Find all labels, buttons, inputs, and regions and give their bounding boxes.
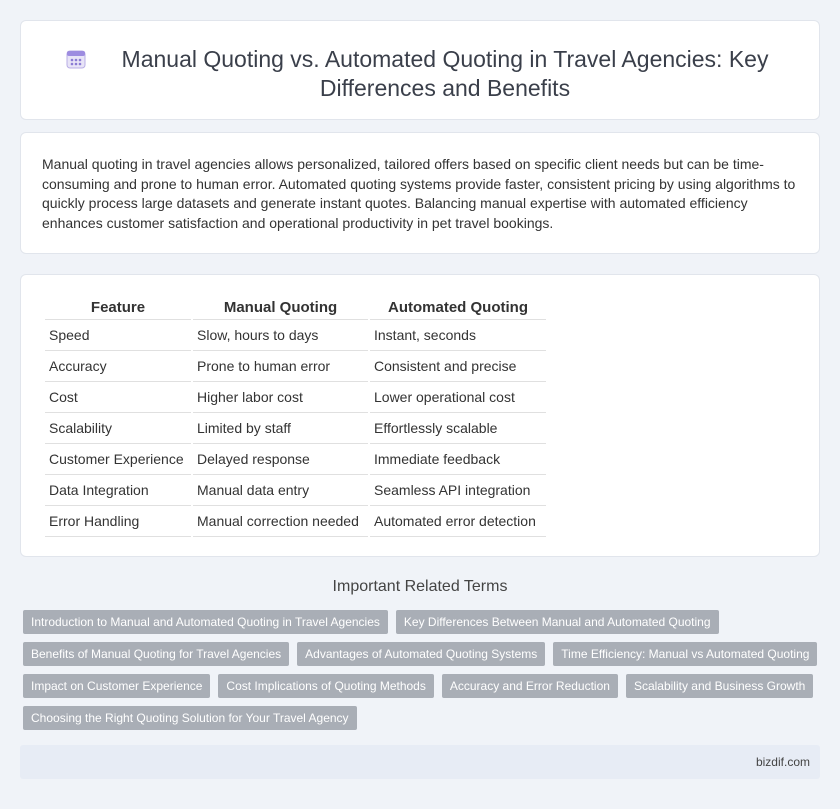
- table-cell: Effortlessly scalable: [370, 413, 546, 444]
- table-row: [45, 382, 546, 413]
- related-term-tag[interactable]: Advantages of Automated Quoting Systems: [297, 642, 545, 666]
- table-header-row: [45, 295, 546, 320]
- related-term-tag[interactable]: Scalability and Business Growth: [626, 674, 813, 698]
- table-row: [45, 351, 546, 382]
- table-cell: Accuracy: [45, 351, 191, 382]
- related-term-tag[interactable]: Time Efficiency: Manual vs Automated Quoting: [553, 642, 817, 666]
- table-row: [45, 320, 546, 351]
- table-row: [45, 475, 546, 506]
- table-cell: Immediate feedback: [370, 444, 546, 475]
- column-header-automated: Automated Quoting: [370, 295, 546, 320]
- page-title: Manual Quoting vs. Automated Quoting in Travel Agencies: Key Differences and Benefits: [121, 46, 769, 101]
- tag-row: [23, 706, 823, 730]
- table-row: [45, 444, 546, 475]
- table-row: [45, 413, 546, 444]
- related-terms-heading: Important Related Terms: [332, 578, 508, 595]
- table-cell: Data Integration: [45, 475, 191, 506]
- table-cell: Higher labor cost: [193, 382, 368, 413]
- related-term-tag[interactable]: Benefits of Manual Quoting for Travel Agencies: [23, 642, 289, 666]
- table-row: [45, 506, 546, 537]
- column-header-feature: Feature: [45, 295, 191, 320]
- table-cell: Manual data entry: [193, 475, 368, 506]
- table-cell: Scalability: [45, 413, 191, 444]
- table-cell: Prone to human error: [193, 351, 368, 382]
- related-term-tag[interactable]: Cost Implications of Quoting Methods: [218, 674, 433, 698]
- table-cell: Automated error detection: [370, 506, 546, 537]
- footer-site-link[interactable]: bizdif.com: [755, 755, 810, 769]
- intro-paragraph: Manual quoting in travel agencies allows personalized, tailored offers based on specific client needs but can be time-consuming and prone to human error. Automated quoting systems provide faster, consistent pricing by using algorithms to quickly process large datasets and generate instant quotes. Balancing manual expertise with automated efficiency enhances customer satisfaction and operational productivity in pet travel bookings.: [42, 156, 796, 231]
- table-cell: Delayed response: [193, 444, 368, 475]
- table-cell: Slow, hours to days: [193, 320, 368, 351]
- related-term-tag[interactable]: Impact on Customer Experience: [23, 674, 210, 698]
- table-cell: Seamless API integration: [370, 475, 546, 506]
- table-cell: Limited by staff: [193, 413, 368, 444]
- comparison-table: [43, 295, 548, 537]
- table-cell: Consistent and precise: [370, 351, 546, 382]
- table-cell: Error Handling: [45, 506, 191, 537]
- table-cell: Manual correction needed: [193, 506, 368, 537]
- column-header-manual: Manual Quoting: [193, 295, 368, 320]
- tag-row: [23, 674, 823, 698]
- table-cell: Speed: [45, 320, 191, 351]
- title-card: [20, 20, 820, 120]
- table-cell: Cost: [45, 382, 191, 413]
- comparison-card: [20, 274, 820, 557]
- related-term-tag[interactable]: Key Differences Between Manual and Automated Quoting: [396, 610, 719, 634]
- tag-row: [23, 642, 823, 666]
- table-cell: Customer Experience: [45, 444, 191, 475]
- intro-card: [20, 132, 820, 254]
- related-terms-list: [23, 610, 823, 738]
- table-cell: Lower operational cost: [370, 382, 546, 413]
- tag-row: [23, 610, 823, 634]
- footer-bar: [20, 745, 820, 779]
- table-cell: Instant, seconds: [370, 320, 546, 351]
- related-term-tag[interactable]: Introduction to Manual and Automated Quoting in Travel Agencies: [23, 610, 388, 634]
- related-term-tag[interactable]: Accuracy and Error Reduction: [442, 674, 618, 698]
- related-term-tag[interactable]: Choosing the Right Quoting Solution for Your Travel Agency: [23, 706, 357, 730]
